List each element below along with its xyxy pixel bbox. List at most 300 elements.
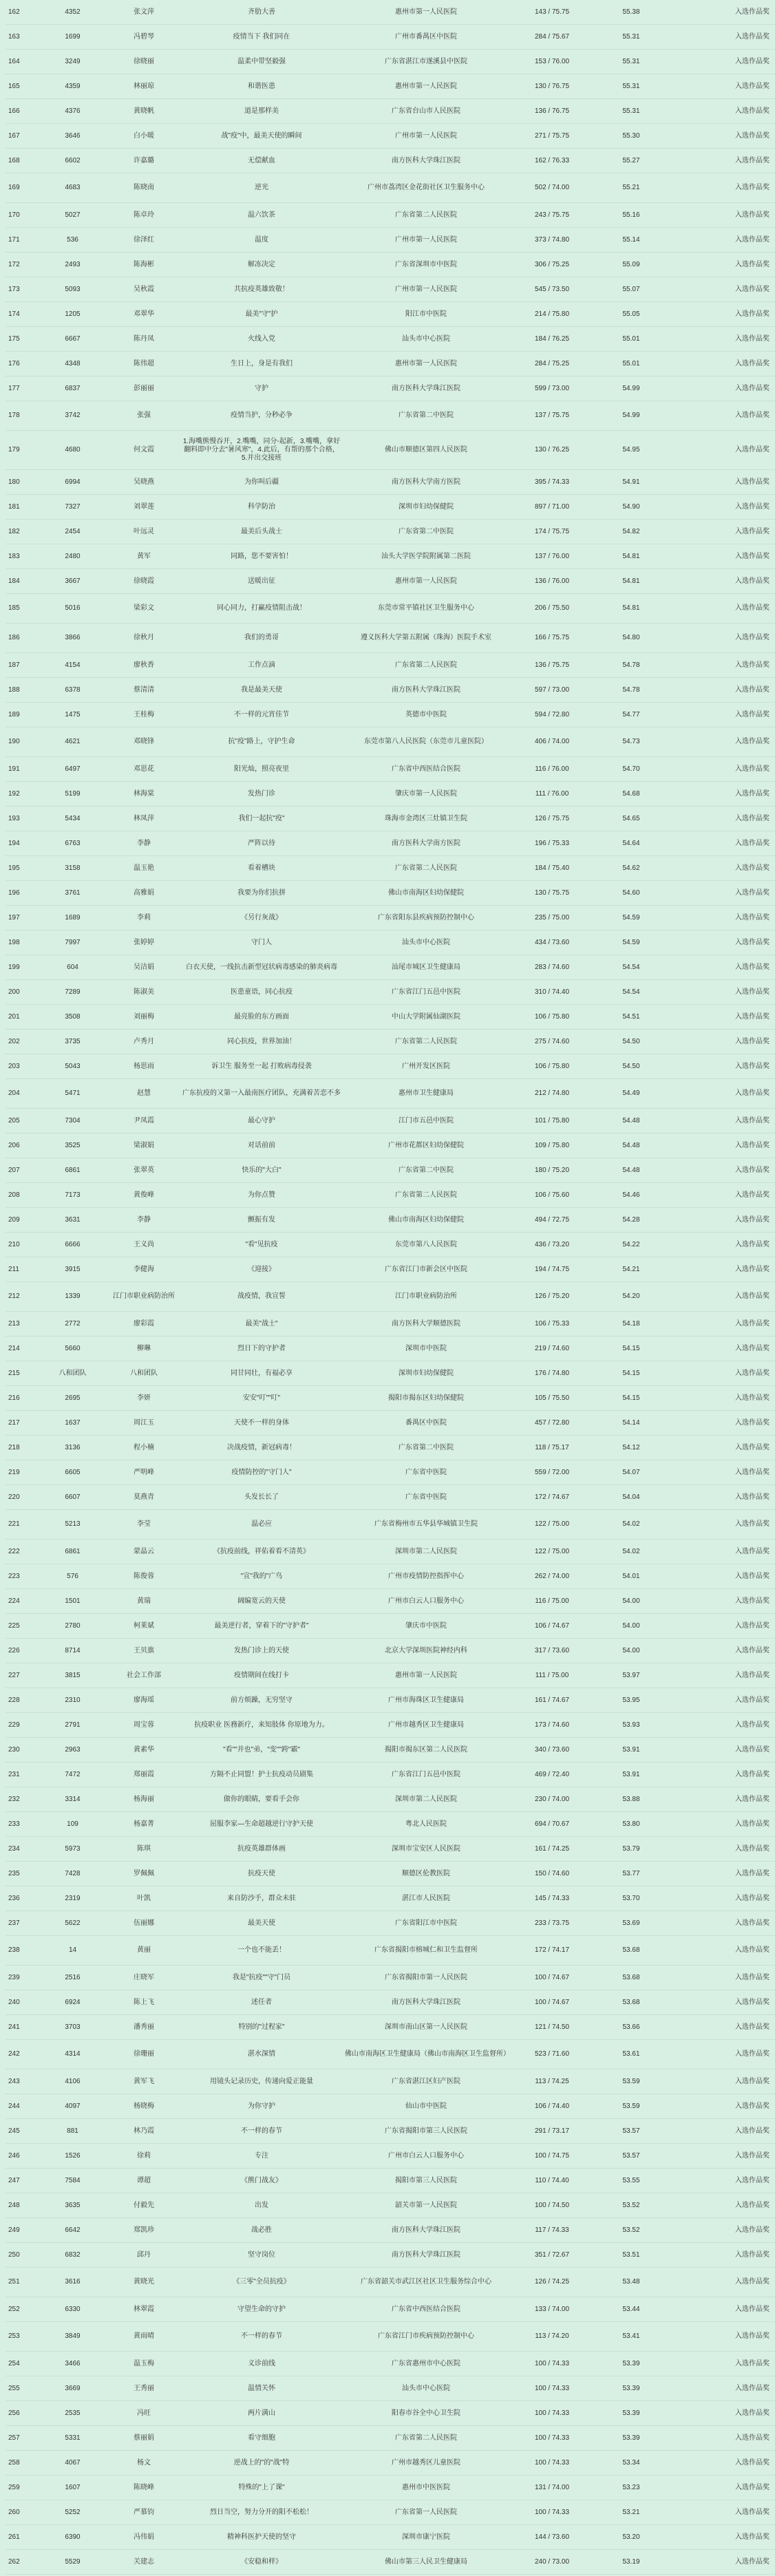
votes-score-cell: 121 / 74.50 <box>534 2023 570 2031</box>
total-score-cell: 53.23 <box>622 2483 640 2491</box>
entry-id-cell: 604 <box>67 963 78 971</box>
table-row <box>6 1005 775 1030</box>
author-cell: 徐秋月 <box>134 634 154 641</box>
votes-score-cell: 100 / 74.75 <box>534 2151 570 2160</box>
table-row <box>6 1510 775 1540</box>
table-row <box>6 1763 775 1787</box>
votes-score-cell: 100 / 74.33 <box>534 2359 570 2367</box>
award-status-cell: 入选作品奖 <box>735 1319 769 1328</box>
rank-cell: 234 <box>8 1844 20 1853</box>
work-title-cell: 送暖出征 <box>248 577 275 585</box>
unit-cell: 佛山市南海区卫生健康局（佛山市南海区卫生监督所） <box>345 2050 510 2058</box>
table-row <box>6 1183 775 1208</box>
work-title-cell: 坚守岗位 <box>248 2250 275 2259</box>
award-status-cell: 入选作品奖 <box>735 738 769 745</box>
award-status-cell: 入选作品奖 <box>735 1869 769 1877</box>
entry-id-cell: 7584 <box>65 2176 81 2184</box>
author-cell: 王贝旗 <box>134 1646 154 1654</box>
entry-id-cell: 7997 <box>65 938 81 946</box>
total-score-cell: 53.59 <box>622 2102 640 2110</box>
author-cell: 陈淑美 <box>134 988 154 996</box>
author-cell: 邓翠华 <box>134 310 154 318</box>
award-status-cell: 入选作品奖 <box>735 2458 769 2467</box>
work-title-cell: 最美"守"护 <box>245 310 278 318</box>
votes-score-cell: 130 / 75.75 <box>534 888 570 897</box>
unit-cell: 广东省惠州市中心医院 <box>392 2359 460 2367</box>
unit-cell: 广州开发区医院 <box>402 1062 450 1070</box>
author-cell: 徐珊丽 <box>134 2050 154 2058</box>
table-row <box>6 327 775 352</box>
rank-cell: 233 <box>8 1820 20 1828</box>
table-row <box>6 624 775 653</box>
author-cell: 陈俊蓉 <box>134 1572 154 1580</box>
work-title-cell: 决战疫情，新冠病毒！ <box>227 1443 296 1451</box>
work-title-cell: 共抗疫英雄致敬！ <box>234 285 289 293</box>
rank-cell: 195 <box>8 864 20 872</box>
author-cell: 伍丽娜 <box>134 1919 154 1927</box>
table-row <box>6 1257 775 1282</box>
work-title-cell: 严阵以待 <box>248 839 275 847</box>
author-cell: 谭超 <box>137 2176 151 2184</box>
author-cell: 张婷婷 <box>134 938 154 946</box>
award-status-cell: 入选作品奖 <box>735 839 769 847</box>
entry-id-cell: 3849 <box>65 2332 81 2340</box>
unit-cell: 汕头市中心医院 <box>402 334 450 343</box>
author-cell: 赵慧 <box>137 1089 151 1097</box>
entry-id-cell: 6837 <box>65 384 81 392</box>
rank-cell: 171 <box>8 235 20 244</box>
rank-cell: 215 <box>8 1369 20 1377</box>
unit-cell: 汕头大学医学院附属第二医院 <box>381 552 471 560</box>
work-title-cell: 不一样的春节 <box>241 2127 282 2135</box>
unit-cell: 广东省中医院 <box>405 1493 447 1501</box>
rank-cell: 166 <box>8 107 20 115</box>
rank-cell: 240 <box>8 1998 20 2006</box>
rank-cell: 205 <box>8 1116 20 1125</box>
entry-id-cell: 4067 <box>65 2458 81 2467</box>
work-title-cell: 快乐的"大白" <box>242 1166 282 1174</box>
entry-id-cell: 8714 <box>65 1646 81 1654</box>
rank-cell: 183 <box>8 552 20 560</box>
total-score-cell: 54.82 <box>622 527 640 535</box>
rank-cell: 212 <box>8 1292 20 1300</box>
unit-cell: 南方医科大学珠江医院 <box>392 384 460 392</box>
unit-cell: 南方医科大学珠江医院 <box>392 2250 460 2259</box>
work-title-cell: 前方烦躁，无穷坚守 <box>231 1696 293 1704</box>
award-status-cell: 入选作品奖 <box>735 661 769 669</box>
entry-id-cell: 5529 <box>65 2557 81 2566</box>
total-score-cell: 54.95 <box>622 446 640 454</box>
award-status-cell: 入选作品奖 <box>735 1696 769 1704</box>
rank-cell: 225 <box>8 1621 20 1630</box>
votes-score-cell: 434 / 73.60 <box>534 938 570 946</box>
work-title-cell: 温度 <box>255 235 268 244</box>
award-status-cell: 入选作品奖 <box>735 1292 769 1300</box>
unit-cell: 广东省深圳市中医院 <box>395 260 457 268</box>
author-cell: 吴晓燕 <box>134 478 154 486</box>
votes-score-cell: 283 / 74.60 <box>534 963 570 971</box>
votes-score-cell: 136 / 76.00 <box>534 577 570 585</box>
table-row <box>6 2243 775 2268</box>
award-status-cell: 入选作品奖 <box>735 359 769 368</box>
entry-id-cell: 5331 <box>65 2434 81 2442</box>
entry-id-cell: 1699 <box>65 32 81 41</box>
total-score-cell: 53.79 <box>622 1844 640 1853</box>
unit-cell: 江门市五邑中医院 <box>399 1116 454 1125</box>
table-row <box>6 1738 775 1763</box>
table-row <box>6 1639 775 1663</box>
total-score-cell: 54.02 <box>622 1520 640 1528</box>
unit-cell: 揭阳市揭东区妇幼保健院 <box>388 1394 464 1402</box>
rank-cell: 244 <box>8 2102 20 2110</box>
total-score-cell: 55.27 <box>622 156 640 164</box>
author-cell: 李莉 <box>137 913 151 922</box>
work-title-cell: 疫情当下 我们同在 <box>233 32 290 41</box>
table-row <box>6 1109 775 1133</box>
rank-cell: 242 <box>8 2050 20 2058</box>
votes-score-cell: 113 / 74.20 <box>535 2332 569 2340</box>
entry-id-cell: 6924 <box>65 1998 81 2006</box>
author-cell: 陈琪 <box>137 1844 151 1853</box>
work-title-cell: 对话前前 <box>248 1141 275 1149</box>
unit-cell: 广东省湛江市遂溪县中医院 <box>385 57 467 65</box>
award-status-cell: 入选作品奖 <box>735 107 769 115</box>
votes-score-cell: 100 / 74.50 <box>534 2201 570 2209</box>
table-row <box>6 25 775 50</box>
unit-cell: 广东省阳东县疾病预防控制中心 <box>378 913 474 922</box>
unit-cell: 东莞市常平镇社区卫生服务中心 <box>378 604 474 612</box>
rank-cell: 235 <box>8 1869 20 1877</box>
award-status-cell: 入选作品奖 <box>735 2533 769 2541</box>
award-status-cell: 入选作品奖 <box>735 184 769 191</box>
work-title-cell: 同甘同壮，有福必享 <box>231 1369 293 1377</box>
unit-cell: 广东省第二中医院 <box>399 527 454 535</box>
table-row <box>6 1361 775 1386</box>
author-cell: 杨晓梅 <box>134 2102 154 2110</box>
table-row <box>6 782 775 807</box>
work-title-cell: 烈日下的守护者 <box>237 1344 286 1352</box>
author-cell: 徐莉 <box>137 2151 151 2160</box>
rank-cell: 257 <box>8 2434 20 2442</box>
work-title-cell: 阔编宽云的天使 <box>237 1597 286 1605</box>
author-cell: 郑丽霞 <box>134 1770 154 1778</box>
total-score-cell: 53.48 <box>622 2278 640 2286</box>
rank-cell: 229 <box>8 1721 20 1729</box>
unit-cell: 广东省中西医结合医院 <box>392 765 460 773</box>
work-title-cell: 广东抗疫的又第一入最南医疗团队，充满着苦恋不多 <box>182 1089 341 1097</box>
work-title-cell: 医患童语，同心抗疫 <box>231 988 293 996</box>
table-row <box>6 1312 775 1337</box>
total-score-cell: 54.14 <box>622 1418 640 1427</box>
unit-cell: 汕尾市城区卫生健康局 <box>392 963 460 971</box>
rank-cell: 186 <box>8 634 20 641</box>
table-row <box>6 2550 775 2575</box>
total-score-cell: 54.99 <box>622 384 640 392</box>
work-title-cell: 我是最美天使 <box>241 685 282 694</box>
total-score-cell: 53.66 <box>622 2023 640 2031</box>
entry-id-cell: 4097 <box>65 2102 81 2110</box>
rank-cell: 238 <box>8 1946 20 1954</box>
entry-id-cell: 109 <box>67 1820 78 1828</box>
author-cell: 尹凤霞 <box>134 1116 154 1125</box>
entry-id-cell: 7173 <box>65 1191 81 1199</box>
author-cell: 何文霞 <box>134 446 154 454</box>
award-status-cell: 入选作品奖 <box>735 938 769 946</box>
rank-cell: 247 <box>8 2176 20 2184</box>
total-score-cell: 54.48 <box>622 1116 640 1125</box>
award-status-cell: 入选作品奖 <box>735 1520 769 1528</box>
work-title-cell: 同心同力，打赢疫情阻击战！ <box>217 604 306 612</box>
table-row <box>6 1837 775 1862</box>
entry-id-cell: 1501 <box>65 1597 81 1605</box>
author-cell: 高雅娟 <box>134 888 154 897</box>
table-row <box>6 653 775 678</box>
rank-cell: 193 <box>8 814 20 822</box>
work-title-cell: 为你守护 <box>248 2102 275 2110</box>
work-title-cell: 最心守护 <box>248 1116 275 1125</box>
work-title-cell: "宣"我的"广鸟 <box>240 1572 283 1580</box>
work-title-cell: 用镜头记录历史，传递向爱正能量 <box>210 2077 313 2085</box>
award-status-cell: 入选作品奖 <box>735 988 769 996</box>
unit-cell: 汕头市中心医院 <box>402 2384 450 2392</box>
table-row <box>6 1713 775 1738</box>
award-status-cell: 入选作品奖 <box>735 2359 769 2367</box>
table-row <box>6 1079 775 1109</box>
total-score-cell: 53.39 <box>622 2434 640 2442</box>
author-cell: 李健海 <box>134 1265 154 1273</box>
votes-score-cell: 176 / 74.80 <box>534 1369 570 1377</box>
table-row <box>6 1614 775 1639</box>
work-title-cell: 我要为你们抗拼 <box>237 888 286 897</box>
votes-score-cell: 306 / 75.25 <box>534 260 570 268</box>
entry-id-cell: 5199 <box>65 789 81 798</box>
unit-cell: 广东省台山市人民医院 <box>392 107 460 115</box>
votes-score-cell: 136 / 75.75 <box>534 661 570 669</box>
total-score-cell: 53.39 <box>622 2359 640 2367</box>
unit-cell: 深圳市妇幼保健院 <box>399 1369 454 1377</box>
award-status-cell: 入选作品奖 <box>735 412 769 419</box>
work-title-cell: 天使不一样的身体 <box>234 1418 289 1427</box>
rank-cell: 214 <box>8 1344 20 1352</box>
entry-id-cell: 4683 <box>65 184 81 191</box>
author-cell: 黄军飞 <box>134 2077 154 2085</box>
author-cell: 蔡丽娟 <box>134 2434 154 2442</box>
rank-cell: 246 <box>8 2151 20 2160</box>
table-row <box>6 1936 775 1966</box>
entry-id-cell: 14 <box>68 1946 77 1954</box>
total-score-cell: 53.77 <box>622 1869 640 1877</box>
unit-cell: 惠州市第一人民医院 <box>395 359 457 368</box>
votes-score-cell: 130 / 76.75 <box>534 82 570 90</box>
votes-score-cell: 122 / 75.00 <box>534 1520 570 1528</box>
award-status-cell: 入选作品奖 <box>735 2305 769 2313</box>
author-cell: 柯莱斌 <box>134 1621 154 1630</box>
entry-id-cell: 5471 <box>65 1089 81 1097</box>
award-status-cell: 入选作品奖 <box>735 502 769 511</box>
votes-score-cell: 100 / 74.33 <box>534 2409 570 2417</box>
rank-cell: 219 <box>8 1468 20 1476</box>
rank-cell: 200 <box>8 988 20 996</box>
table-row <box>6 0 775 25</box>
unit-cell: 广东省第二中医院 <box>399 1443 454 1451</box>
unit-cell: 北京大学深圳医院神经内科 <box>385 1646 467 1654</box>
author-cell: 严明峰 <box>134 1468 154 1476</box>
entry-id-cell: 4680 <box>65 446 81 454</box>
rank-cell: 210 <box>8 1240 20 1248</box>
author-cell: 陈伟超 <box>134 359 154 368</box>
award-status-cell: 入选作品奖 <box>735 1265 769 1273</box>
rank-cell: 256 <box>8 2409 20 2417</box>
entry-id-cell: 3631 <box>65 1215 81 1224</box>
author-cell: 李静 <box>137 839 151 847</box>
rank-cell: 203 <box>8 1062 20 1070</box>
award-status-cell: 入选作品奖 <box>735 211 769 219</box>
unit-cell: 广东省第二人民医院 <box>395 1037 457 1045</box>
total-score-cell: 54.78 <box>622 685 640 694</box>
work-title-cell: 《三零"全员抗疫》 <box>233 2278 290 2286</box>
author-cell: 徐泽红 <box>134 235 154 244</box>
rank-cell: 220 <box>8 1493 20 1501</box>
votes-score-cell: 137 / 76.00 <box>534 552 570 560</box>
table-row <box>6 1564 775 1589</box>
total-score-cell: 55.01 <box>622 359 640 368</box>
total-score-cell: 54.64 <box>622 839 640 847</box>
table-row <box>6 470 775 495</box>
votes-score-cell: 291 / 73.17 <box>534 2127 570 2135</box>
award-status-cell: 入选作品奖 <box>735 2250 769 2259</box>
table-row <box>6 1787 775 1812</box>
table-row <box>6 520 775 544</box>
work-title-cell: 守护 <box>255 384 268 392</box>
votes-score-cell: 100 / 74.67 <box>534 1973 570 1981</box>
entry-id-cell: 2780 <box>65 1621 81 1630</box>
entry-id-cell: 3646 <box>65 131 81 140</box>
award-status-cell: 入选作品奖 <box>735 1344 769 1352</box>
rank-cell: 261 <box>8 2533 20 2541</box>
award-status-cell: 入选作品奖 <box>735 2201 769 2209</box>
total-score-cell: 53.68 <box>622 1998 640 2006</box>
unit-cell: 南方医科大学南方医院 <box>392 839 460 847</box>
unit-cell: 广东省中医院 <box>405 1468 447 1476</box>
total-score-cell: 53.21 <box>622 2508 640 2516</box>
work-title-cell: 最美"战士" <box>245 1319 278 1328</box>
unit-cell: 粤北人民医院 <box>405 1820 447 1828</box>
rank-cell: 188 <box>8 685 20 694</box>
work-title-cell: 火线入党 <box>248 334 275 343</box>
rank-cell: 202 <box>8 1037 20 1045</box>
rank-cell: 226 <box>8 1646 20 1654</box>
award-status-cell: 入选作品奖 <box>735 2102 769 2110</box>
total-score-cell: 53.57 <box>622 2127 640 2135</box>
entry-id-cell: 4106 <box>65 2077 81 2085</box>
table-row <box>6 253 775 277</box>
votes-score-cell: 174 / 75.75 <box>534 527 570 535</box>
votes-score-cell: 310 / 74.40 <box>534 988 570 996</box>
votes-score-cell: 395 / 74.33 <box>534 478 570 486</box>
unit-cell: 广州市第一人民医院 <box>395 285 457 293</box>
entry-id-cell: 3136 <box>65 1443 81 1451</box>
work-title-cell: 述任者 <box>251 1998 272 2006</box>
total-score-cell: 54.22 <box>622 1240 640 1248</box>
author-cell: 李莹 <box>137 1520 151 1528</box>
work-title-cell: 头发长长了 <box>244 1493 279 1501</box>
unit-cell: 广州市番禺区中医院 <box>395 32 457 41</box>
author-cell: 潘秀丽 <box>134 2023 154 2031</box>
author-cell: 陈晓峰 <box>134 2483 154 2491</box>
entry-id-cell: 6390 <box>65 2533 81 2541</box>
votes-score-cell: 145 / 74.33 <box>534 1894 570 1902</box>
rank-cell: 241 <box>8 2023 20 2031</box>
award-status-cell: 入选作品奖 <box>735 310 769 318</box>
table-row <box>6 149 775 173</box>
entry-id-cell: 3314 <box>65 1795 81 1803</box>
award-status-cell: 入选作品奖 <box>735 1468 769 1476</box>
entry-id-cell: 八和团队 <box>59 1369 87 1377</box>
votes-score-cell: 243 / 75.75 <box>534 211 570 219</box>
rank-cell: 249 <box>8 2226 20 2234</box>
entry-id-cell: 1339 <box>65 1292 81 1300</box>
award-status-cell: 入选作品奖 <box>735 2409 769 2417</box>
work-title-cell: 《安稳和样》 <box>241 2557 282 2566</box>
entry-id-cell: 6602 <box>65 156 81 164</box>
award-status-cell: 入选作品奖 <box>735 1418 769 1427</box>
total-score-cell: 54.70 <box>622 765 640 773</box>
work-title-cell: 抗"疫"路上，守护生命 <box>228 738 295 745</box>
rank-cell: 262 <box>8 2557 20 2566</box>
rank-cell: 162 <box>8 8 20 16</box>
unit-cell: 广州市花都区妇幼保健院 <box>388 1141 464 1149</box>
author-cell: 严慕钧 <box>134 2508 154 2516</box>
votes-score-cell: 109 / 75.80 <box>534 1141 570 1149</box>
work-title-cell: 抗疫天使 <box>248 1869 275 1877</box>
award-status-cell: 入选作品奖 <box>735 814 769 822</box>
unit-cell: 南方医科大学珠江医院 <box>392 685 460 694</box>
votes-score-cell: 144 / 73.60 <box>534 2533 570 2541</box>
rank-cell: 187 <box>8 661 20 669</box>
total-score-cell: 54.50 <box>622 1037 640 1045</box>
author-cell: 卢秀月 <box>134 1037 154 1045</box>
work-title-cell: 战"疫"中，最美天使的瞬间 <box>221 131 302 140</box>
award-status-cell: 入选作品奖 <box>735 963 769 971</box>
table-row <box>6 757 775 782</box>
author-cell: 陈上飞 <box>134 1998 154 2006</box>
votes-score-cell: 173 / 74.60 <box>534 1721 570 1729</box>
entry-id-cell: 6497 <box>65 765 81 773</box>
unit-cell: 东莞市第八人民医院（东莞市儿童医院） <box>364 738 488 745</box>
total-score-cell: 53.51 <box>622 2250 640 2259</box>
rank-cell: 197 <box>8 913 20 922</box>
award-status-cell: 入选作品奖 <box>735 2127 769 2135</box>
table-row <box>6 906 775 930</box>
author-cell: 彭丽丽 <box>134 384 154 392</box>
votes-score-cell: 184 / 75.40 <box>534 864 570 872</box>
votes-score-cell: 559 / 72.00 <box>534 1468 570 1476</box>
entry-id-cell: 7428 <box>65 1869 81 1877</box>
entry-id-cell: 2963 <box>65 1745 81 1754</box>
votes-score-cell: 118 / 75.17 <box>535 1443 569 1451</box>
entry-id-cell: 3915 <box>65 1265 81 1273</box>
rank-cell: 174 <box>8 310 20 318</box>
table-row <box>6 544 775 569</box>
unit-cell: 广东省第二人民医院 <box>395 1191 457 1199</box>
table-row <box>6 1386 775 1411</box>
total-score-cell: 55.31 <box>622 82 640 90</box>
total-score-cell: 54.91 <box>622 478 640 486</box>
rank-cell: 185 <box>8 604 20 612</box>
work-title-cell: 《另行灰战》 <box>241 913 282 922</box>
votes-score-cell: 373 / 74.80 <box>534 235 570 244</box>
unit-cell: 湛江市人民医院 <box>402 1894 450 1902</box>
